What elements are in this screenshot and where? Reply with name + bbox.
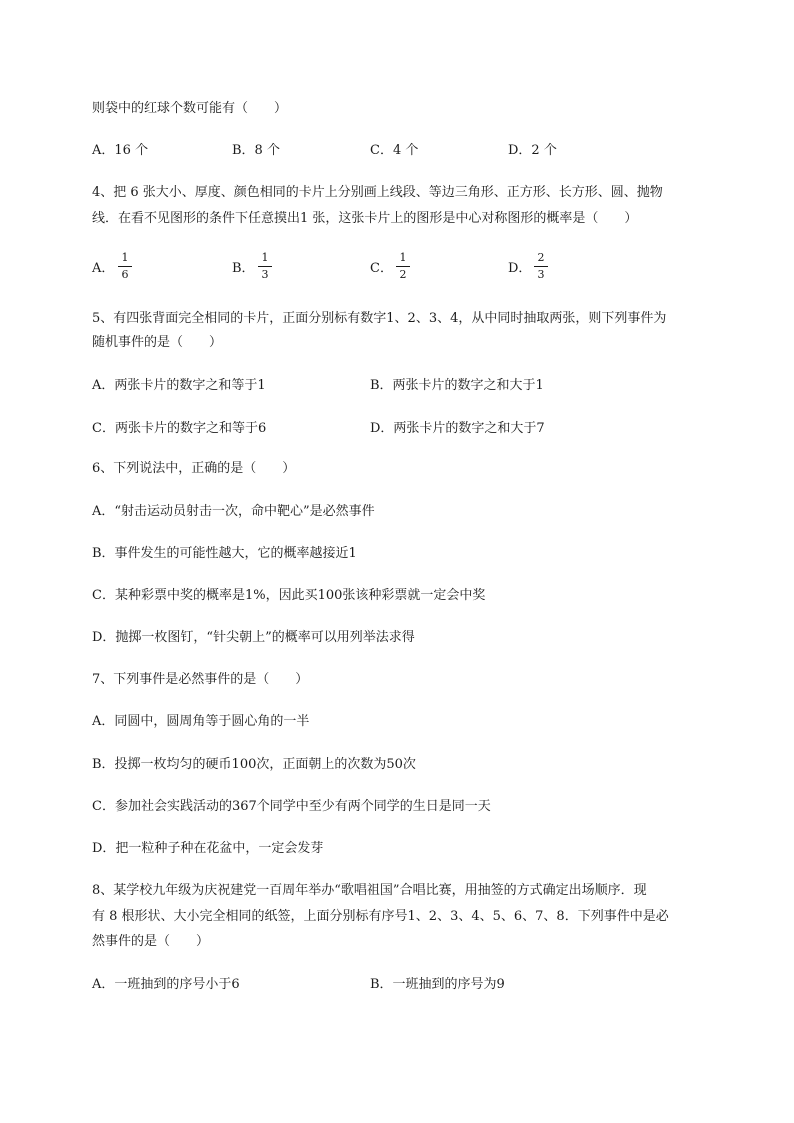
option-label: B． bbox=[232, 261, 255, 276]
q8-option-a: A．一班抽到的序号小于6 bbox=[92, 977, 240, 992]
q7-stem: 7、下列事件是必然事件的是（ ） bbox=[92, 672, 309, 687]
fraction-numerator: 1 bbox=[399, 251, 407, 264]
fraction-numerator: 1 bbox=[121, 251, 129, 264]
option-label: D． bbox=[508, 261, 532, 276]
q8-stem-line-2: 有 8 根形状、大小完全相同的纸签，上面分别标有序号1、2、3、4、5、6、7、8．下列事件中是必 bbox=[92, 909, 669, 924]
fraction-denominator: 3 bbox=[261, 268, 269, 281]
fraction-numerator: 1 bbox=[261, 251, 269, 264]
q5-stem-line-2: 随机事件的是（ ） bbox=[92, 335, 223, 350]
q8-stem-line-1: 8、某学校九年级为庆祝建党一百周年举办“歌唱祖国”合唱比赛，用抽签的方式确定出场顺序．现 bbox=[92, 883, 647, 898]
q3-stem-tail: 则袋中的红球个数可能有（ ） bbox=[92, 101, 288, 116]
fraction-denominator: 3 bbox=[537, 268, 545, 281]
q7-option-a: A．同圆中，圆周角等于圆心角的一半 bbox=[92, 714, 310, 729]
q7-option-c: C．参加社会实践活动的367个同学中至少有两个同学的生日是同一天 bbox=[92, 799, 491, 814]
q6-option-b: B．事件发生的可能性越大，它的概率越接近1 bbox=[92, 546, 357, 561]
fraction bbox=[118, 251, 132, 282]
q7-option-d: D．把一粒种子种在花盆中，一定会发芽 bbox=[92, 841, 324, 856]
fraction bbox=[258, 251, 272, 282]
q6-stem: 6、下列说法中，正确的是（ ） bbox=[92, 461, 296, 476]
q5-option-a: A．两张卡片的数字之和等于1 bbox=[92, 378, 266, 393]
q6-option-d: D．抛掷一枚图钉，“针尖朝上”的概率可以用列举法求得 bbox=[92, 630, 415, 645]
q6-option-a: A．“射击运动员射击一次，命中靶心”是必然事件 bbox=[92, 504, 375, 519]
fraction-bar bbox=[258, 266, 272, 267]
fraction-bar bbox=[118, 266, 132, 267]
q6-option-c: C．某种彩票中奖的概率是1%，因此买100张该种彩票就一定会中奖 bbox=[92, 588, 486, 603]
option-label: C． bbox=[370, 261, 393, 276]
q4-stem-line-2: 线．在看不见图形的条件下任意摸出1 张，这张卡片上的图形是中心对称图形的概率是（ ） bbox=[92, 211, 638, 226]
q4-stem-line-1: 4、把 6 张大小、厚度、颜色相同的卡片上分别画上线段、等边三角形、正方形、长方形、圆、抛物 bbox=[92, 185, 663, 200]
q3-option-a: A．16 个 bbox=[92, 143, 149, 158]
fraction-numerator: 2 bbox=[537, 251, 545, 264]
q8-stem-line-3: 然事件的是（ ） bbox=[92, 934, 210, 949]
q3-option-c: C．4 个 bbox=[370, 143, 419, 158]
q8-option-b: B．一班抽到的序号为9 bbox=[370, 977, 505, 992]
fraction bbox=[534, 251, 548, 282]
q5-option-d: D．两张卡片的数字之和大于7 bbox=[370, 421, 545, 436]
fraction-bar bbox=[396, 266, 410, 267]
q7-option-b: B．投掷一枚均匀的硬币100次，正面朝上的次数为50次 bbox=[92, 757, 416, 772]
fraction bbox=[396, 251, 410, 282]
q5-option-b: B．两张卡片的数字之和大于1 bbox=[370, 378, 544, 393]
q5-option-c: C．两张卡片的数字之和等于6 bbox=[92, 421, 267, 436]
q3-option-b: B．8 个 bbox=[232, 143, 280, 158]
q5-stem-line-1: 5、有四张背面完全相同的卡片，正面分别标有数字1、2、3、4，从中同时抽取两张，则下列事件为 bbox=[92, 311, 667, 326]
q3-option-d: D．2 个 bbox=[508, 143, 557, 158]
fraction-denominator: 6 bbox=[121, 268, 129, 281]
fraction-denominator: 2 bbox=[399, 268, 407, 281]
fraction-bar bbox=[534, 266, 548, 267]
option-label: A． bbox=[92, 261, 115, 276]
